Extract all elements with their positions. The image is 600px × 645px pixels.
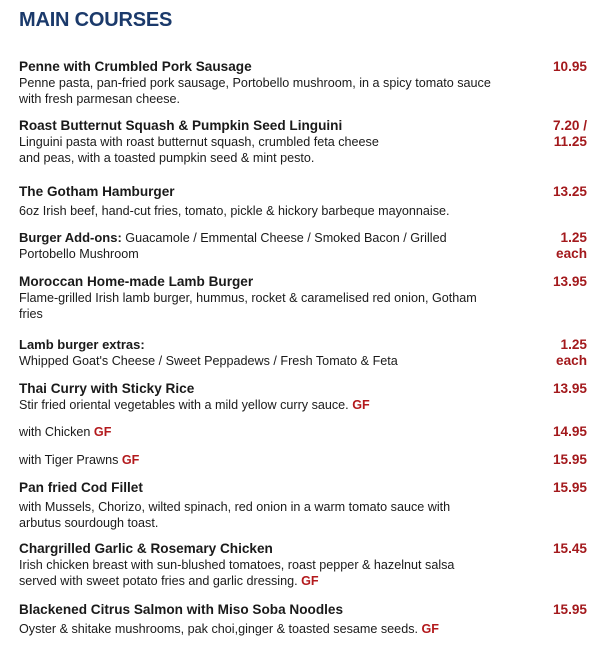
dish-name: Blackened Citrus Salmon with Miso Soba Noodles: [19, 602, 344, 617]
price: 15.95: [552, 452, 587, 467]
dish-name: Lamb burger extras:: [19, 337, 145, 352]
menu-item: [19, 541, 587, 589]
price-line: 1.25: [560, 337, 587, 352]
dish-description: Flame-grilled Irish lamb burger, hummus, rocket & caramelised red onion, Gotham: [19, 291, 477, 305]
price: 13.95: [552, 381, 587, 396]
dish-description: fries: [19, 307, 43, 321]
dish-description: Linguini pasta with roast butternut squash, crumbled feta cheese: [19, 135, 379, 149]
price: 13.95: [552, 274, 587, 289]
dish-name: Thai Curry with Sticky Rice: [19, 381, 195, 396]
page-title: MAIN COURSES: [19, 9, 173, 31]
dish-name: Moroccan Home-made Lamb Burger: [19, 274, 254, 289]
dish-description: and peas, with a toasted pumpkin seed & mint pesto.: [19, 151, 315, 165]
price-line: 11.25: [553, 134, 587, 149]
dish-description: Penne pasta, pan-fried pork sausage, Portobello mushroom, in a spicy tomato sauce: [19, 76, 491, 90]
menu-item: [19, 602, 587, 637]
price: [553, 118, 587, 150]
dish-description: served with sweet potato fries and garlic dressing.: [19, 574, 302, 588]
gluten-free-badge: GF: [301, 574, 319, 588]
dish-description: 6oz Irish beef, hand-cut fries, tomato, pickle & hickory barbeque mayonnaise.: [19, 204, 450, 218]
dish-description: Guacamole / Emmental Cheese / Smoked Bacon / Grilled: [121, 231, 447, 245]
price-line: 1.25: [560, 230, 587, 245]
dish-description: Oyster & shitake mushrooms, pak choi,ginger & toasted sesame seeds.: [19, 622, 422, 636]
price-line: 7.20 /: [552, 118, 587, 133]
menu-item: [19, 59, 587, 107]
gluten-free-badge: GF: [352, 398, 370, 412]
menu-item: [19, 274, 587, 322]
dish-description: with fresh parmesan cheese.: [19, 92, 181, 106]
menu-item: [19, 424, 587, 440]
gluten-free-badge: GF: [421, 622, 439, 636]
price: 10.95: [552, 59, 587, 74]
dish-name: Chargrilled Garlic & Rosemary Chicken: [19, 541, 273, 556]
price: 15.95: [552, 480, 587, 495]
dish-description: Irish chicken breast with sun-blushed tomatoes, roast pepper & hazelnut salsa: [19, 558, 455, 572]
gluten-free-badge: GF: [93, 425, 112, 439]
addon-label: Burger Add-ons:: [19, 230, 122, 245]
dish-name: The Gotham Hamburger: [19, 184, 175, 199]
price: 15.45: [552, 541, 587, 556]
dish-name: Penne with Crumbled Pork Sausage: [19, 59, 252, 74]
variant-name: with Tiger Prawns: [19, 453, 122, 467]
menu-item: [19, 184, 587, 219]
menu-item: [19, 480, 587, 531]
price-line: each: [556, 246, 587, 261]
dish-name: Roast Butternut Squash & Pumpkin Seed Linguini: [19, 118, 343, 133]
menu-item: [19, 452, 587, 468]
dish-description: Whipped Goat's Cheese / Sweet Peppadews / Fresh Tomato & Feta: [19, 354, 398, 368]
price: 13.25: [552, 184, 587, 199]
price: 15.95: [552, 602, 587, 617]
menu-item: [19, 337, 587, 369]
dish-description: Stir fried oriental vegetables with a mild yellow curry sauce.: [19, 398, 353, 412]
price: [556, 337, 587, 369]
dish-description: Portobello Mushroom: [19, 247, 139, 261]
dish-description: arbutus sourdough toast.: [19, 516, 159, 530]
variant-name: with Chicken: [19, 425, 94, 439]
price-line: each: [556, 353, 587, 368]
price: 14.95: [552, 424, 587, 439]
dish-description: with Mussels, Chorizo, wilted spinach, red onion in a warm tomato sauce with: [19, 500, 451, 514]
dish-name: Pan fried Cod Fillet: [19, 480, 143, 495]
menu-item: [19, 381, 587, 413]
menu-item: [19, 230, 587, 262]
gluten-free-badge: GF: [121, 453, 140, 467]
price: [556, 230, 587, 262]
menu-item: [19, 118, 587, 166]
